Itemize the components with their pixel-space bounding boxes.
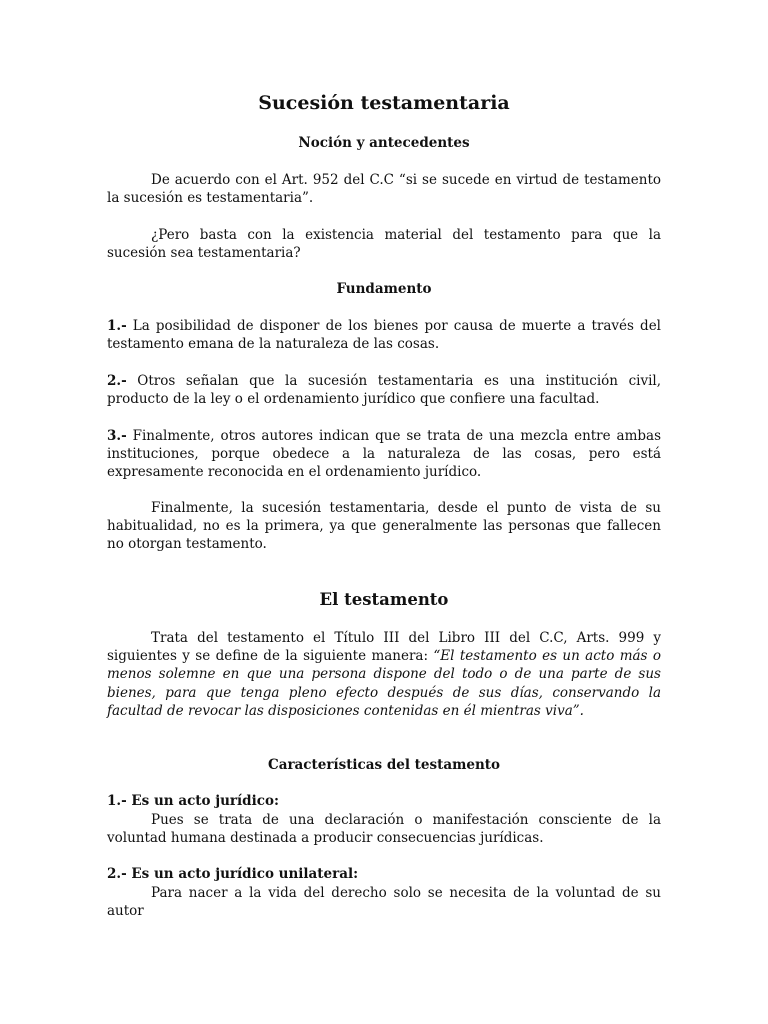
characteristic-text-2: Para nacer a la vida del derecho solo se necesita de la voluntad de su autor: [107, 885, 661, 920]
item-text: La posibilidad de disponer de los bienes por causa de muerte a través del testamento emana de la naturaleza de las cosas.: [107, 318, 661, 353]
list-item-fundamento-3: [107, 427, 661, 482]
definition-intro: Trata del testamento el Título III del Libro III del C.C, Arts. 999 y siguientes y se define de la siguiente manera:: [107, 630, 661, 665]
definition-quote: “El testamento es un acto más o menos solemne en que una persona dispone del todo o de una parte de sus bienes, para que tenga pleno efecto después de sus días, conservando la facultad de revocar las disposiciones contenidas en él mientras viva”.: [107, 648, 661, 719]
item-text: Otros señalan que la sucesión testamentaria es una institución civil, producto de la ley o el ordenamiento jurídico que confiere una facultad.: [107, 373, 661, 408]
section-heading-caracteristicas: Características del testamento: [267, 757, 501, 773]
list-item-fundamento-1: [107, 317, 661, 353]
item-number: 2.-: [107, 373, 127, 389]
list-item-fundamento-2: [107, 372, 661, 408]
characteristic-text-1: Pues se trata de una declaración o manifestación consciente de la voluntad humana destinada a producir consecuencias jurídicas.: [107, 812, 661, 847]
characteristic-heading-2: 2.- Es un acto jurídico unilateral:: [107, 866, 359, 882]
section-heading-fundamento: Fundamento: [336, 281, 432, 297]
item-number: 3.-: [107, 428, 127, 444]
paragraph-art-952: De acuerdo con el Art. 952 del C.C “si se sucede en virtud de testamento la sucesión es testamentaria”.: [107, 172, 661, 207]
paragraph-definition: [107, 629, 661, 720]
section-heading-nocion: Noción y antecedentes: [298, 135, 470, 151]
characteristic-heading-1: 1.- Es un acto jurídico:: [107, 793, 279, 809]
item-text: Finalmente, otros autores indican que se trata de una mezcla entre ambas instituciones, porque obedece a la naturaleza de las cosas, pero está expresamente reconocida en el ordenamiento jurídico.: [107, 428, 661, 481]
paragraph-question: ¿Pero basta con la existencia material del testamento para que la sucesión sea testamentaria?: [107, 227, 661, 262]
section-heading-testamento: El testamento: [319, 590, 449, 609]
paragraph-habitualidad: Finalmente, la sucesión testamentaria, desde el punto de vista de su habitualidad, no es la primera, ya que generalmente las personas que fallecen no otorgan testamento.: [107, 500, 661, 553]
document-title: Sucesión testamentaria: [258, 92, 510, 114]
item-number: 1.-: [107, 318, 127, 334]
